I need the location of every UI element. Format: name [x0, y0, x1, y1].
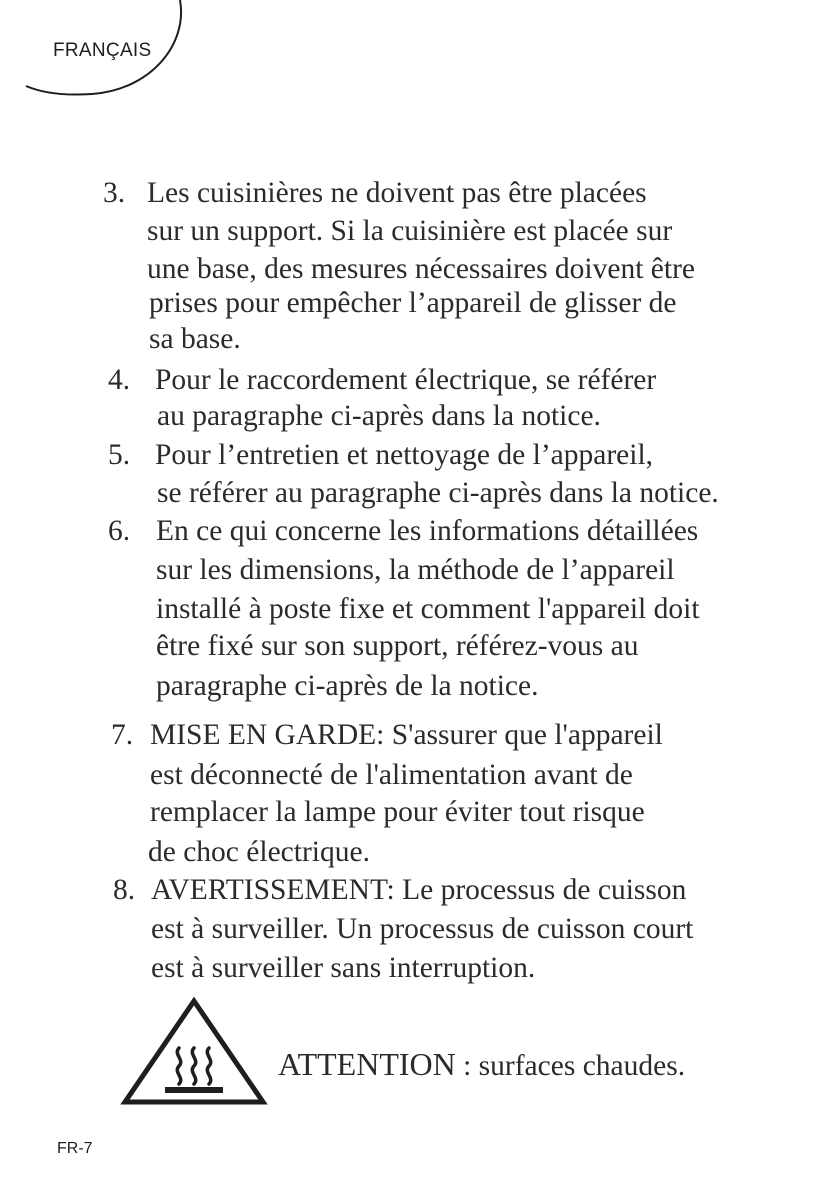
page-number: FR-7 [57, 1140, 93, 1157]
list-item-line: au paragraphe ci-après dans la notice. [157, 400, 601, 432]
list-item-line: Pour le raccordement électrique, se référer [155, 364, 657, 396]
list-item-line: MISE EN GARDE: S'assurer que l'appareil [150, 719, 663, 751]
list-item-line: une base, des mesures nécessaires doivent être [147, 253, 695, 285]
hot-surface-warning [120, 996, 740, 1106]
list-item-number: 7. [111, 719, 134, 751]
warning-label: ATTENTION [278, 1046, 456, 1082]
list-item-line: Les cuisinières ne doivent pas être placées [147, 177, 647, 209]
list-item-number: 5. [108, 439, 131, 471]
hot-surface-warning-icon [120, 996, 268, 1106]
list-item-line: se référer au paragraphe ci-après dans la notice. [157, 477, 719, 509]
list-item-line: En ce qui concerne les informations détaillées [156, 515, 699, 547]
list-item-line: prises pour empêcher l’appareil de glisser de [149, 287, 677, 319]
list-item-line: Pour l’entretien et nettoyage de l’appareil, [155, 439, 654, 471]
list-item-number: 6. [108, 515, 131, 547]
list-item-line: installé à poste fixe et comment l'appareil doit [156, 593, 700, 625]
warning-text: : surfaces chaudes. [455, 1050, 686, 1082]
list-item-line: être fixé sur son support, référez-vous au [156, 630, 639, 662]
list-item-line: est déconnecté de l'alimentation avant de [150, 759, 633, 791]
language-label: FRANÇAIS [53, 40, 152, 61]
list-item-line: est à surveiller. Un processus de cuisson court [151, 913, 694, 945]
list-item-line: AVERTISSEMENT: Le processus de cuisson [151, 874, 687, 906]
list-item-number: 3. [103, 177, 126, 209]
list-item-line: sur un support. Si la cuisinière est placée sur [147, 215, 673, 247]
list-item-line: sur les dimensions, la méthode de l’appareil [156, 554, 675, 586]
list-item-number: 8. [113, 874, 136, 906]
list-item-line: paragraphe ci-après de la notice. [156, 670, 539, 702]
warning-caption [278, 1046, 685, 1083]
list-item-number: 4. [108, 364, 131, 396]
list-item-line: sa base. [149, 323, 241, 355]
list-item-line: de choc électrique. [148, 836, 370, 868]
list-item-line: est à surveiller sans interruption. [151, 952, 536, 984]
list-item-line: remplacer la lampe pour éviter tout risque [150, 796, 645, 828]
